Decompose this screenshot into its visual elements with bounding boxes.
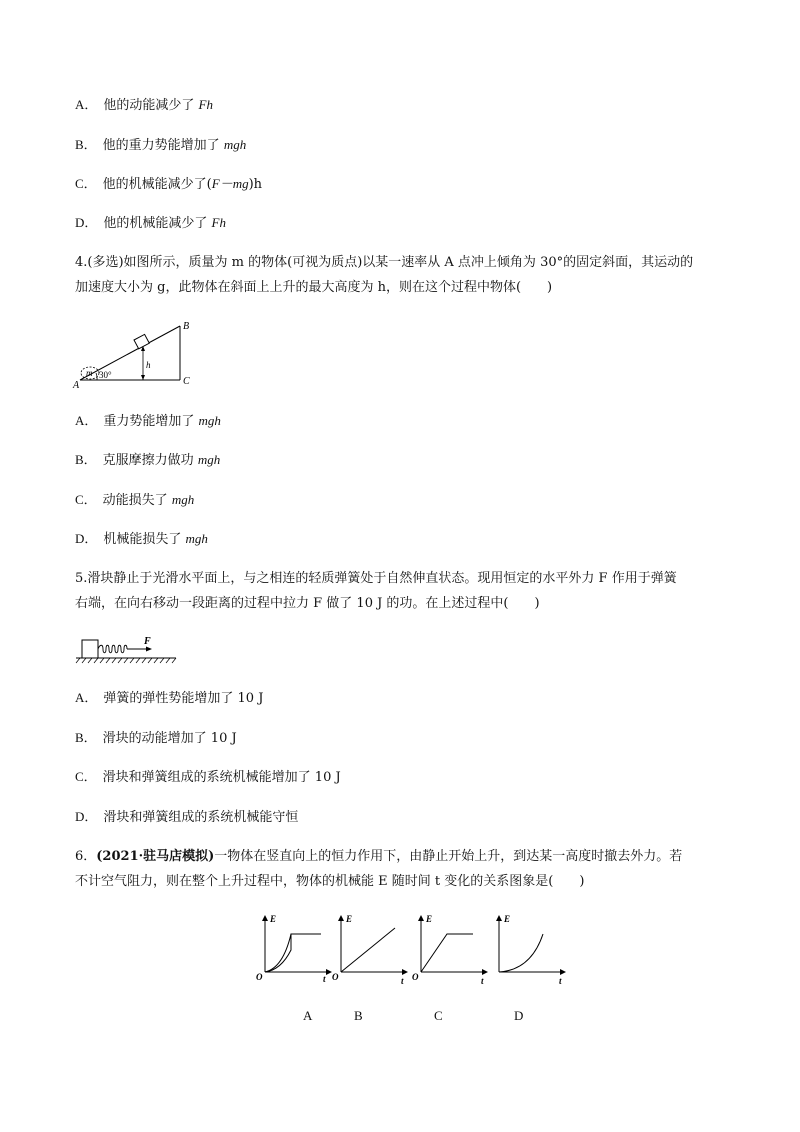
label-force: F bbox=[144, 636, 151, 647]
spring-figure bbox=[72, 632, 182, 666]
label-c: C bbox=[183, 376, 190, 387]
q5-stem-line2: 右端，在向右移动一段距离的过程中拉力 F 做了 10 J 的功。在上述过程中( ) bbox=[75, 596, 540, 611]
incline-slope bbox=[80, 326, 180, 380]
q4-option-c: C． 动能损失了 mgh bbox=[75, 492, 195, 508]
block-on-incline bbox=[134, 334, 149, 348]
q6-source: (2021·驻马店模拟) bbox=[96, 849, 215, 864]
label-a: A bbox=[73, 380, 80, 390]
graph-c bbox=[412, 914, 487, 986]
spring-coil bbox=[98, 645, 127, 653]
graph-d-curve bbox=[499, 934, 543, 972]
graph-c-origin: O bbox=[412, 972, 419, 982]
q5-option-c: C． 滑块和弹簧组成的系统机械能增加了 10 J bbox=[75, 769, 341, 785]
graph-a-x-label: t bbox=[323, 974, 326, 984]
graph-b-origin: O bbox=[332, 972, 339, 982]
graph-a-curve bbox=[265, 934, 321, 972]
graph-b bbox=[332, 914, 407, 986]
q3-option-b: B． 他的重力势能增加了 mgh bbox=[75, 137, 247, 153]
incline-figure bbox=[70, 318, 200, 390]
graph-caption-d: D bbox=[514, 1008, 524, 1023]
q4-option-d: D． 机械能损失了 mgh bbox=[75, 531, 208, 547]
slider-block bbox=[82, 640, 98, 658]
graph-a-y-label: E bbox=[270, 914, 277, 924]
q6-stem-line1: 6．(2021·驻马店模拟)一物体在竖直向上的恒力作用下，由静止开始上升，到达某一高度时撤去外力。若 bbox=[75, 849, 683, 864]
q3-option-a: A． 他的动能减少了 Fh bbox=[75, 97, 213, 113]
graph-a bbox=[256, 914, 331, 984]
label-m: m bbox=[86, 368, 93, 378]
graph-d-x-label: t bbox=[559, 976, 562, 986]
label-angle: 30° bbox=[99, 370, 112, 380]
graph-caption-a: A bbox=[303, 1008, 313, 1023]
q3-option-c: C． 他的机械能减少了(F－mg)h bbox=[75, 176, 263, 192]
label-h: h bbox=[146, 360, 151, 370]
graph-b-y-label: E bbox=[346, 914, 353, 924]
label-b: B bbox=[183, 321, 190, 332]
graph-b-x-label: t bbox=[401, 976, 404, 986]
graph-a-curve-main bbox=[265, 934, 321, 972]
q3-option-d: D． 他的机械能减少了 Fh bbox=[75, 215, 226, 231]
graphs-figure bbox=[255, 910, 575, 990]
graph-caption-b: B bbox=[354, 1008, 363, 1023]
graph-c-x-label: t bbox=[481, 976, 484, 986]
angle-arc bbox=[96, 373, 97, 380]
force-arrow bbox=[146, 647, 152, 652]
floor-hatching bbox=[76, 658, 176, 663]
q5-option-a: A． 弹簧的弹性势能增加了 10 J bbox=[75, 690, 264, 706]
q5-option-b: B． 滑块的动能增加了 10 J bbox=[75, 730, 237, 746]
q4-stem-line1: 4.(多选)如图所示，质量为 m 的物体(可视为质点)以某一速率从 A 点冲上倾角为 30°的固定斜面，其运动的 bbox=[75, 255, 694, 270]
q5-stem-line1: 5.滑块静止于光滑水平面上，与之相连的轻质弹簧处于自然伸直状态。现用恒定的水平外力 F 作用于弹簧 bbox=[75, 571, 677, 586]
graph-caption-c: C bbox=[434, 1008, 443, 1023]
q4-option-b: B． 克服摩擦力做功 mgh bbox=[75, 452, 221, 468]
graph-d bbox=[499, 914, 565, 986]
graph-d-y-label: E bbox=[504, 914, 511, 924]
graph-b-curve bbox=[341, 928, 395, 972]
q6-stem-line2: 不计空气阻力，则在整个上升过程中，物体的机械能 E 随时间 t 变化的关系图象是( ) bbox=[75, 874, 585, 889]
q4-option-a: A． 重力势能增加了 mgh bbox=[75, 413, 221, 429]
q5-option-d: D． 滑块和弹簧组成的系统机械能守恒 bbox=[75, 809, 299, 825]
graph-a-origin: O bbox=[256, 972, 263, 982]
height-arrow-down bbox=[141, 375, 145, 380]
graph-c-curve bbox=[421, 934, 473, 972]
graph-c-y-label: E bbox=[426, 914, 433, 924]
q4-stem-line2: 加速度大小为 g，此物体在斜面上上升的最大高度为 h，则在这个过程中物体( ) bbox=[75, 280, 553, 295]
